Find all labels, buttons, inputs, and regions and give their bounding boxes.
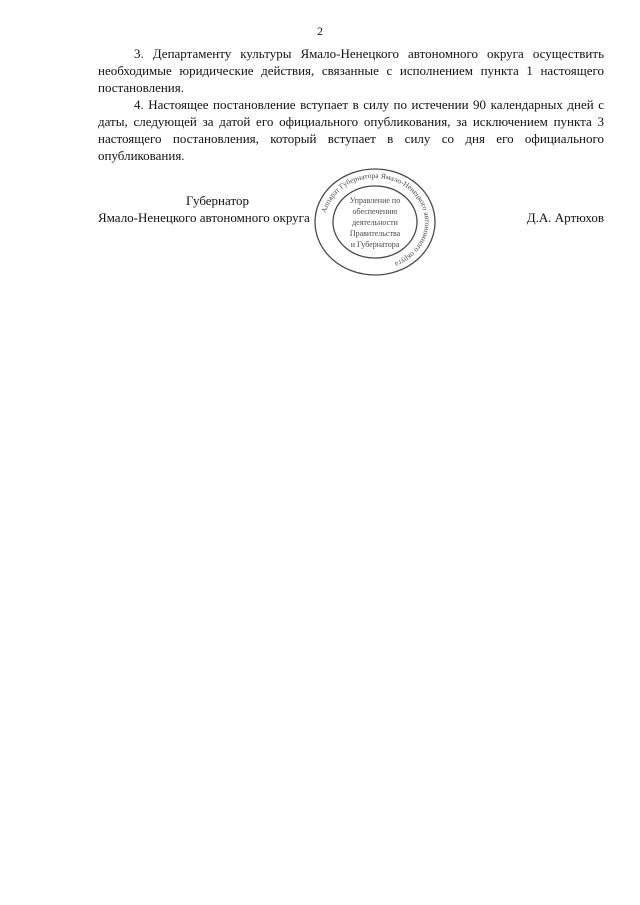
seal-center-line-1: Управление по <box>349 196 401 205</box>
seal-ring-textpath: Аппарат Губернатора Ямало-Ненецкого автономного округа <box>319 170 433 270</box>
paragraph-3: 3. Департаменту культуры Ямало-Ненецкого автономного округа осуществить необходимые юридические действия, связанные с исполнением пункта 1 настоящего постановления. <box>98 46 604 95</box>
official-seal <box>311 166 439 278</box>
seal-center-line-2: обеспечению <box>352 207 398 216</box>
page-number: 2 <box>317 24 323 38</box>
paragraph-4: 4. Настоящее постановление вступает в силу по истечении 90 календарных дней с даты, следующей за датой его официального опубликования, за исключением пункта 3 настоящего постановления, который вступает в силу со дня его официального опубликования. <box>98 97 604 163</box>
seal-center-line-3: деятельности <box>352 218 398 227</box>
signatory-name: Д.А. Артюхов <box>526 210 604 225</box>
signature-title-governor: Губернатор <box>186 193 249 208</box>
seal-center-line-5: и Губернатора <box>350 240 400 249</box>
seal-center-line-4: Правительства <box>349 229 401 238</box>
seal-center-text <box>350 196 401 249</box>
signature-title-region: Ямало-Ненецкого автономного округа <box>98 210 310 225</box>
document-body <box>98 45 604 164</box>
